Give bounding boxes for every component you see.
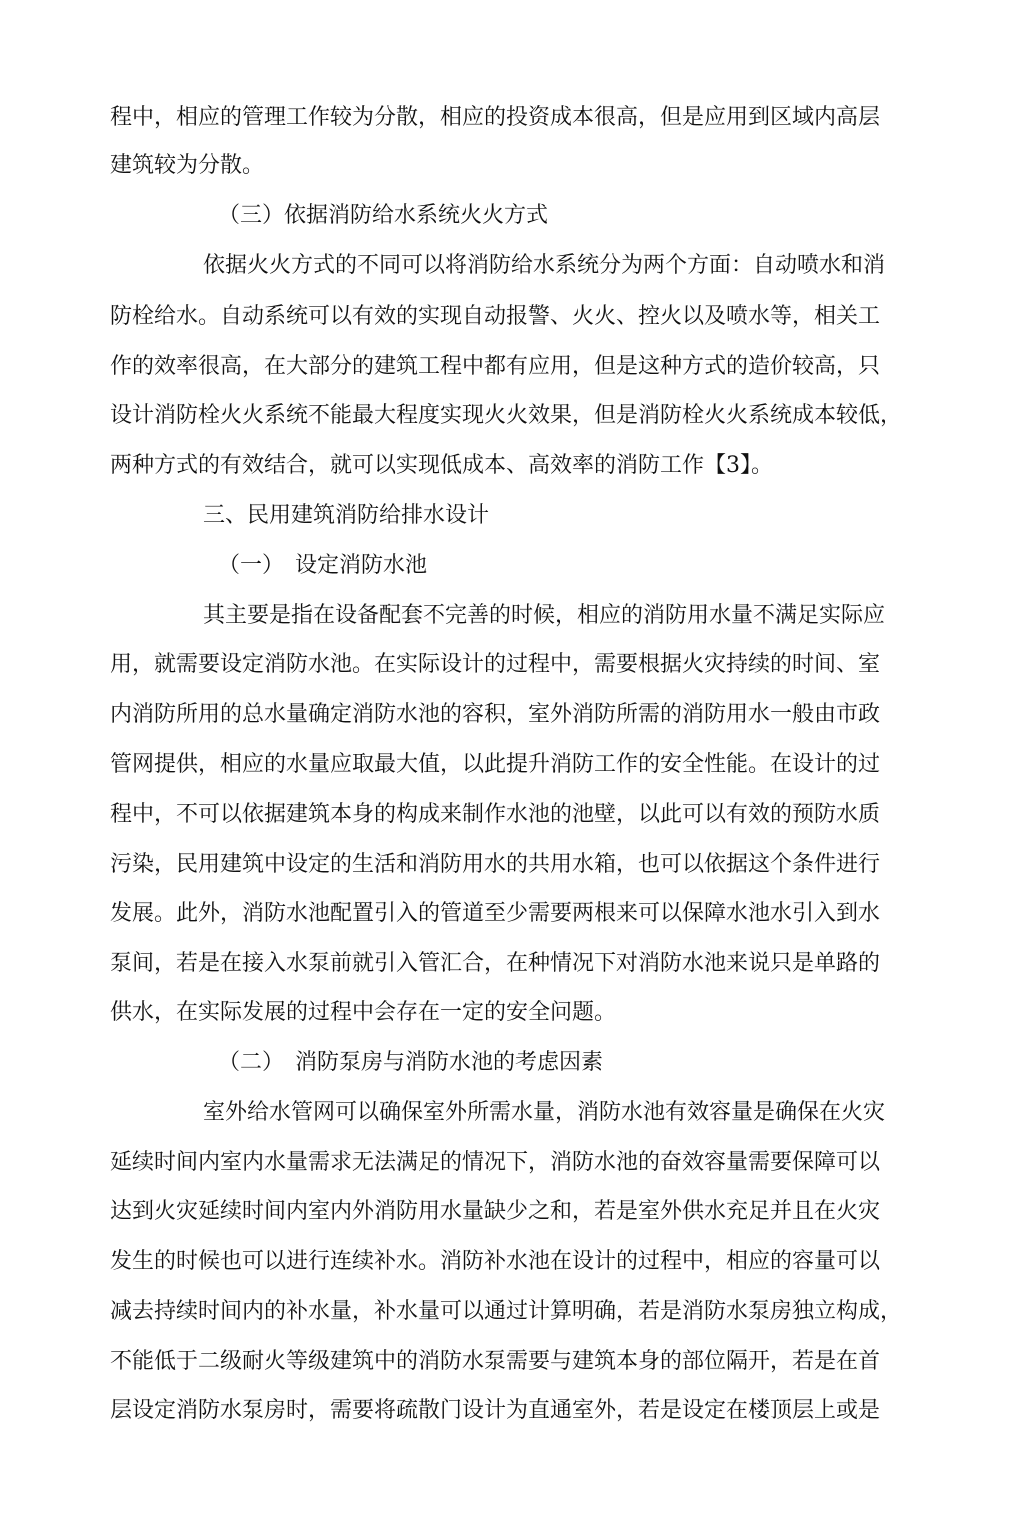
text-line: 达到火灾延续时间内室内外消防用水量缺少之和，若是室外供水充足并且在火灾 xyxy=(110,1199,881,1224)
text-line: 作的效率很高，在大部分的建筑工程中都有应用，但是这种方式的造价较高，只 xyxy=(110,354,881,379)
text-line: 层设定消防水泵房时，需要将疏散门设计为直通室外，若是设定在楼顶层上或是 xyxy=(110,1398,881,1423)
text-line: 建筑较为分散。 xyxy=(110,153,265,178)
text-line: 不能低于二级耐火等级建筑中的消防水泵需要与建筑本身的部位隔开，若是在首 xyxy=(110,1349,881,1374)
text-line: 发展。此外，消防水池配置引入的管道至少需要两根来可以保障水池水引入到水 xyxy=(110,901,881,926)
text-line: 依据火火方式的不同可以将消防给水系统分为两个方面：自动喷水和消 xyxy=(203,253,886,278)
subsection-heading: （二） 消防泵房与消防水池的考虑因素 xyxy=(218,1050,604,1075)
subsection-heading: （一） 设定消防水池 xyxy=(218,553,428,578)
text-line: 设计消防栓火火系统不能最大程度实现火火效果，但是消防栓火火系统成本较低， xyxy=(110,403,903,428)
text-line: 延续时间内室内水量需求无法满足的情况下，消防水池的奋效容量需要保障可以 xyxy=(110,1150,881,1175)
text-line: 管网提供，相应的水量应取最大值，以此提升消防工作的安全性能。在设计的过 xyxy=(110,752,881,777)
text-line: 发生的时候也可以进行连续补水。消防补水池在设计的过程中，相应的容量可以 xyxy=(110,1249,881,1274)
text-line: 泵间，若是在接入水泵前就引入管汇合，在种情况下对消防水池来说只是单路的 xyxy=(110,951,881,976)
section-heading: （三）依据消防给水系统火火方式 xyxy=(218,203,549,228)
text-line: 供水，在实际发展的过程中会存在一定的安全问题。 xyxy=(110,1000,617,1025)
text-line: 内消防所用的总水量确定消防水池的容积，室外消防所需的消防用水一般由市政 xyxy=(110,702,881,727)
text-line: 程中，不可以依据建筑本身的构成来制作水池的池壁，以此可以有效的预防水质 xyxy=(110,802,881,827)
text-line: 减去持续时间内的补水量，补水量可以通过计算明确，若是消防水泵房独立构成， xyxy=(110,1299,903,1324)
text-line: 用，就需要设定消防水池。在实际设计的过程中，需要根据火灾持续的时间、室 xyxy=(110,652,881,677)
text-line: 两种方式的有效结合，就可以实现低成本、高效率的消防工作【3】。 xyxy=(110,453,773,478)
section-heading: 三、民用建筑消防给排水设计 xyxy=(203,503,490,528)
text-line: 防栓给水。自动系统可以有效的实现自动报警、火火、控火以及喷水等，相关工 xyxy=(110,304,881,329)
text-line: 程中，相应的管理工作较为分散，相应的投资成本很高，但是应用到区域内高层 xyxy=(110,105,881,130)
text-line: 其主要是指在设备配套不完善的时候，相应的消防用水量不满足实际应 xyxy=(203,603,886,628)
text-line: 室外给水管网可以确保室外所需水量，消防水池有效容量是确保在火灾 xyxy=(203,1100,886,1125)
text-line: 污染，民用建筑中设定的生活和消防用水的共用水箱，也可以依据这个条件进行 xyxy=(110,852,881,877)
